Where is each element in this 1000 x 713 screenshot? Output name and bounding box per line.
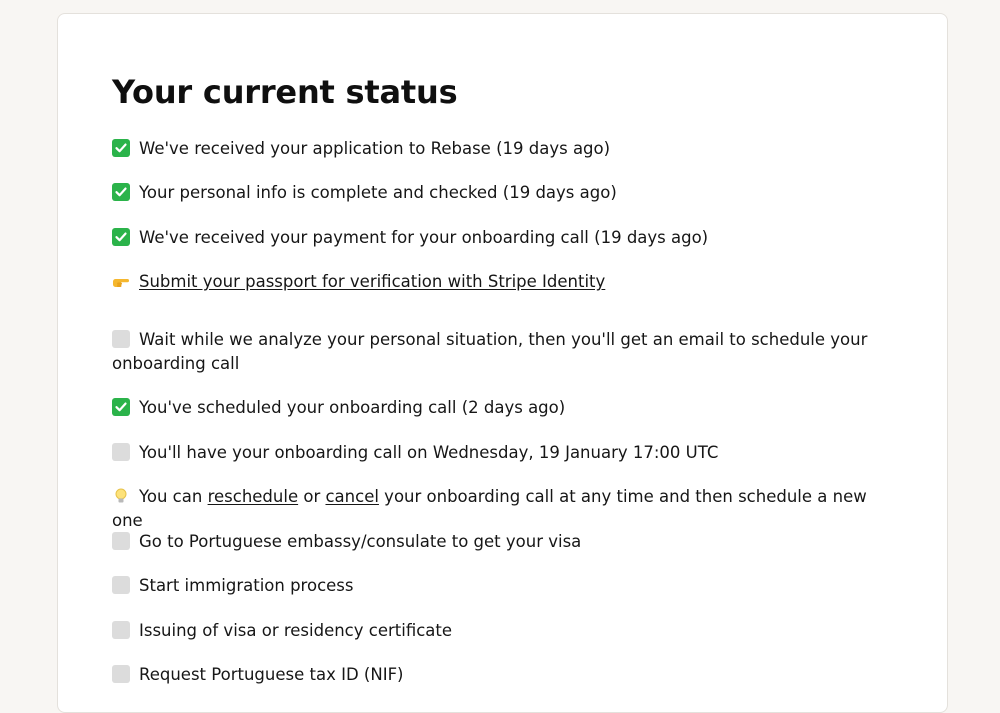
submit-passport-link[interactable]: Submit your passport for verification with Stripe Identity: [139, 272, 606, 291]
status-item-immigration: [112, 574, 892, 598]
check-icon: [112, 398, 130, 416]
status-item-reschedule-tip: [112, 485, 892, 533]
empty-box-icon: [112, 330, 130, 348]
status-item-personal-info: [112, 181, 892, 205]
status-item-text: Your personal info is complete and checked (19 days ago): [139, 183, 617, 202]
status-card: [57, 13, 948, 713]
status-item-call-date: [112, 441, 892, 465]
empty-box-icon: [112, 576, 130, 594]
status-item-embassy: [112, 530, 892, 554]
status-item-text: Wait while we analyze your personal situation, then you'll get an email to schedule your onboarding call: [112, 330, 868, 373]
tip-prefix: You can: [139, 487, 208, 506]
lightbulb-icon: [112, 487, 130, 505]
reschedule-link[interactable]: reschedule: [207, 487, 299, 506]
status-item-text: Request Portuguese tax ID (NIF): [139, 665, 404, 684]
pointing-hand-icon: [112, 272, 130, 290]
status-item-text: We've received your application to Rebase (19 days ago): [139, 139, 611, 158]
empty-box-icon: [112, 621, 130, 639]
status-item-analysis: [112, 328, 892, 376]
cancel-link[interactable]: cancel: [325, 487, 379, 506]
empty-box-icon: [112, 443, 130, 461]
status-item-text: You've scheduled your onboarding call (2 days ago): [139, 398, 566, 417]
status-item-scheduled: [112, 396, 892, 420]
status-item-payment: [112, 226, 892, 250]
check-icon: [112, 228, 130, 246]
status-item-text: Issuing of visa or residency certificate: [139, 621, 453, 640]
status-item-tax-id: [112, 663, 892, 687]
status-item-application: [112, 137, 892, 161]
status-item-text: You'll have your onboarding call on Wednesday, 19 January 17:00 UTC: [139, 443, 719, 462]
status-item-text: Start immigration process: [139, 576, 354, 595]
check-icon: [112, 183, 130, 201]
empty-box-icon: [112, 665, 130, 683]
status-item-text: We've received your payment for your onboarding call (19 days ago): [139, 228, 709, 247]
tip-middle: or: [298, 487, 326, 506]
empty-box-icon: [112, 532, 130, 550]
status-item-text: Go to Portuguese embassy/consulate to get your visa: [139, 532, 582, 551]
status-item-visa-issuing: [112, 619, 892, 643]
status-item-passport: [112, 270, 892, 294]
tip-suffix: your onboarding call at any time and then schedule a new one: [112, 487, 867, 530]
page-title: Your current status: [112, 73, 458, 111]
check-icon: [112, 139, 130, 157]
